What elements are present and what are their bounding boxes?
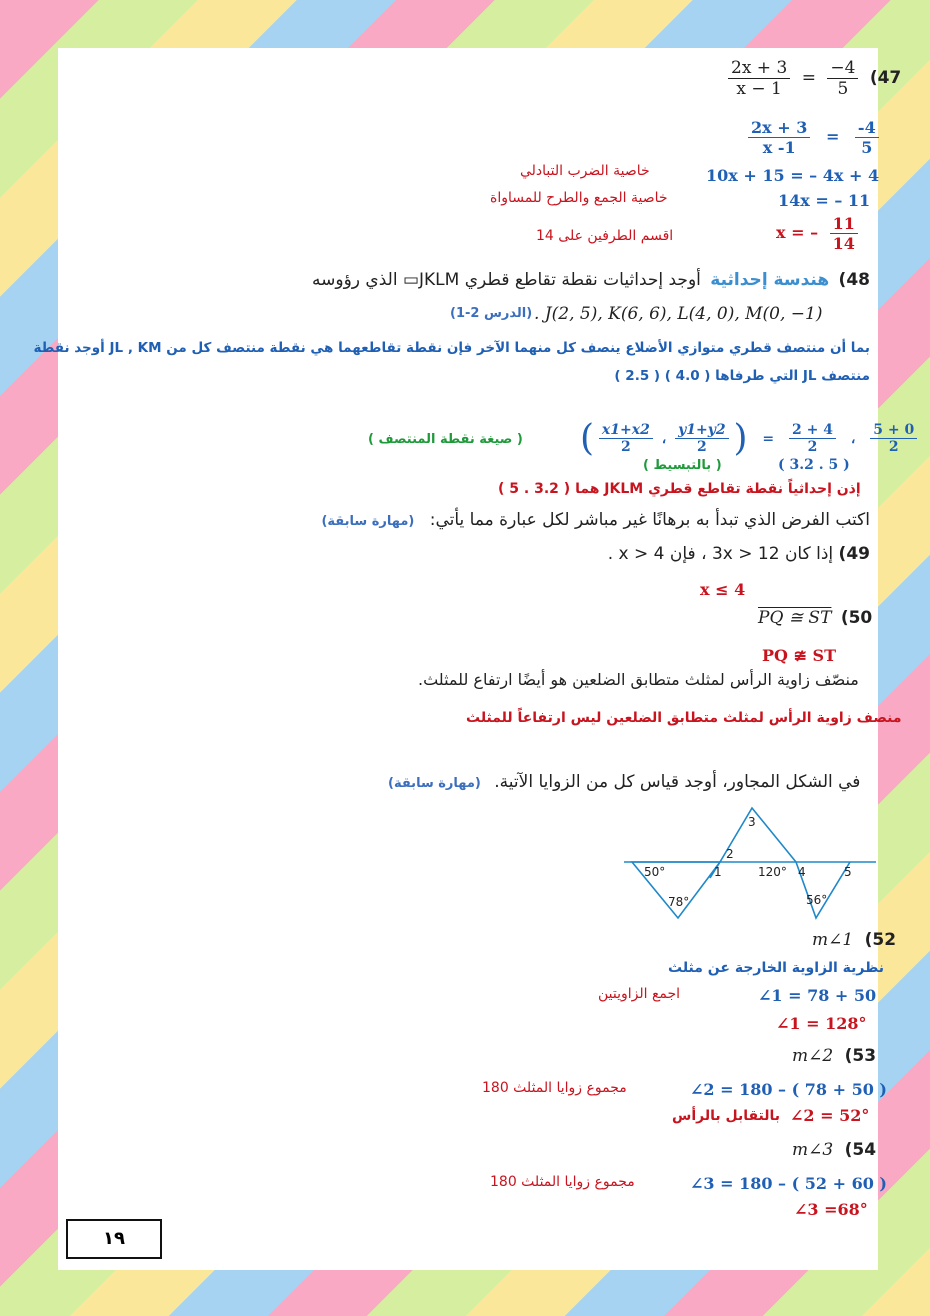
worksheet-page bbox=[33, 48, 915, 1270]
q48-formula-label: ( صيغة نقطة المنتصف ) bbox=[368, 432, 523, 447]
angle-label-2: 2 bbox=[726, 847, 734, 861]
q52-step2: ∠1 = 128° bbox=[776, 1014, 867, 1033]
q48-simplify-label: ( بالتبسيط ) bbox=[643, 458, 722, 473]
q49-answer: x ≤ 4 bbox=[700, 580, 746, 599]
q48-number: 48) bbox=[838, 270, 870, 290]
q53-question: m∠2 (53 bbox=[792, 1046, 877, 1066]
q48-result: إذن إحداثياً نقطة تقاطع قطري JKLM هما ( 3.2 . 5 ) bbox=[498, 481, 861, 497]
q48-header bbox=[312, 270, 870, 290]
q48-topic: هندسة إحداثية bbox=[710, 270, 830, 290]
q52-step1-note: اجمع الزاويتين bbox=[598, 986, 681, 1002]
angle-label-78: 78° bbox=[668, 895, 690, 909]
angle-label-120: 120° bbox=[758, 865, 787, 879]
q47-lhs-fraction: $\frac{2x + 3}{x - 1}$ bbox=[728, 58, 790, 99]
q47-step3: 14x = – 11 bbox=[778, 191, 871, 210]
indirect-proof-prompt: اكتب الفرض الذي تبدأ به برهانًا غير مباشر لكل عبارة مما يأتي: (مهارة سابقة) bbox=[321, 510, 870, 530]
q48-lesson-badge: (الدرس 2-1) bbox=[450, 306, 533, 321]
q54-question: m∠3 (54 bbox=[792, 1140, 877, 1160]
q48-explain-line1: بما أن منتصف قطري متوازي الأضلاع ينصف كل منهما الآخر فإن نقطة تقاطعهما هي نقطة منتصف كل من JL , KM أوجد نقطة bbox=[33, 340, 870, 356]
q54-step1-note: مجموع زوايا المثلث 180 bbox=[490, 1174, 635, 1190]
angle-label-5: 5 bbox=[844, 865, 852, 879]
q47-step2-note: خاصية الضرب التبادلي bbox=[520, 163, 650, 179]
q53-step1-note: مجموع زوايا المثلث 180 bbox=[482, 1080, 627, 1096]
q48-vertices: . J(2, 5), K(6, 6), L(4, 0), M(0, −1) bbox=[534, 304, 823, 324]
angle-label-50: 50° bbox=[644, 865, 666, 879]
q53-step2: ∠2 = 52° bbox=[790, 1106, 870, 1125]
q54-step2: ∠3 =68° bbox=[794, 1200, 868, 1219]
q48-explain-line2: منتصف JL التي طرفاها ( 4.0 ) ( 2.5 ) bbox=[614, 368, 870, 384]
angle-label-4: 4 bbox=[798, 865, 806, 879]
skill-badge: (مهارة سابقة) bbox=[321, 514, 415, 529]
q51-answer: منصف زاوية الرأس لمثلث متطابق الضلعين ليس ارتفاعاً للمثلث bbox=[466, 710, 902, 726]
q53-step1: ∠2 = 180 – ( 78 + 50 ) bbox=[690, 1080, 887, 1099]
q53-step2-note: بالتقابل بالرأس bbox=[672, 1108, 781, 1124]
q47-step3-note: خاصية الجمع والطرح للمساواة bbox=[490, 190, 668, 206]
q47-equation: $\frac{2x + 3}{x - 1}$ = $\frac{-4}{5}$ (47 bbox=[728, 58, 901, 99]
figure-prompt: في الشكل المجاور، أوجد قياس كل من الزوايا الآتية. (مهارة سابقة) bbox=[388, 772, 861, 792]
q47-step1: $\frac{2x + 3}{x -1}$ = $\frac{-4}{5}$ bbox=[748, 118, 879, 157]
q52-step1: ∠1 = 78 + 50 bbox=[758, 986, 877, 1005]
q49-question: 49) إذا كان 3x > 12 ، فإن x > 4 . bbox=[607, 544, 870, 564]
q47-rhs-fraction: $\frac{-4}{5}$ bbox=[827, 58, 858, 99]
q48-midpoint-formula: ( $\frac{x1+x2}{2}$ ، $\frac{y1+y2}{2}$ ) = $\frac{2 + 4}{2}$ ، $\frac{5 + 0}{2}$ bbox=[580, 418, 917, 459]
q47-step4: x = – $\frac{11}{14}$ bbox=[776, 214, 858, 253]
angle-label-3: 3 bbox=[748, 815, 756, 829]
angle-label-56: 56° bbox=[806, 893, 828, 907]
q48-simplified: ( 3.2 . 5 ) bbox=[778, 457, 850, 473]
q48-prompt: أوجد إحداثيات نقطة تقاطع قطري JKLM▭ الذي رؤوسه bbox=[312, 270, 701, 290]
q51-question: منصّف زاوية الرأس لمثلث متطابق الضلعين هو أيضًا ارتفاع للمثلث. bbox=[418, 670, 859, 689]
q54-step1: ∠3 = 180 – ( 52 + 60 ) bbox=[690, 1174, 887, 1193]
q50-answer: PQ ≇ ST bbox=[762, 646, 836, 665]
q47-number: (47 bbox=[869, 68, 902, 88]
q47-step2: 10x + 15 = – 4x + 4 bbox=[706, 166, 880, 185]
q52-question: m∠1 (52 bbox=[812, 930, 897, 950]
q52-theorem: نظرية الزاوية الخارجة عن مثلث bbox=[668, 960, 884, 976]
q47-step4-note: اقسم الطرفين على 14 bbox=[536, 228, 674, 244]
page-number: ١٩ bbox=[66, 1219, 162, 1259]
angle-label-1: 1 bbox=[714, 865, 722, 879]
figure-right-triangle bbox=[720, 808, 850, 918]
q50-question: PQ ≅ ST (50 bbox=[758, 608, 873, 628]
angles-figure bbox=[610, 800, 876, 932]
